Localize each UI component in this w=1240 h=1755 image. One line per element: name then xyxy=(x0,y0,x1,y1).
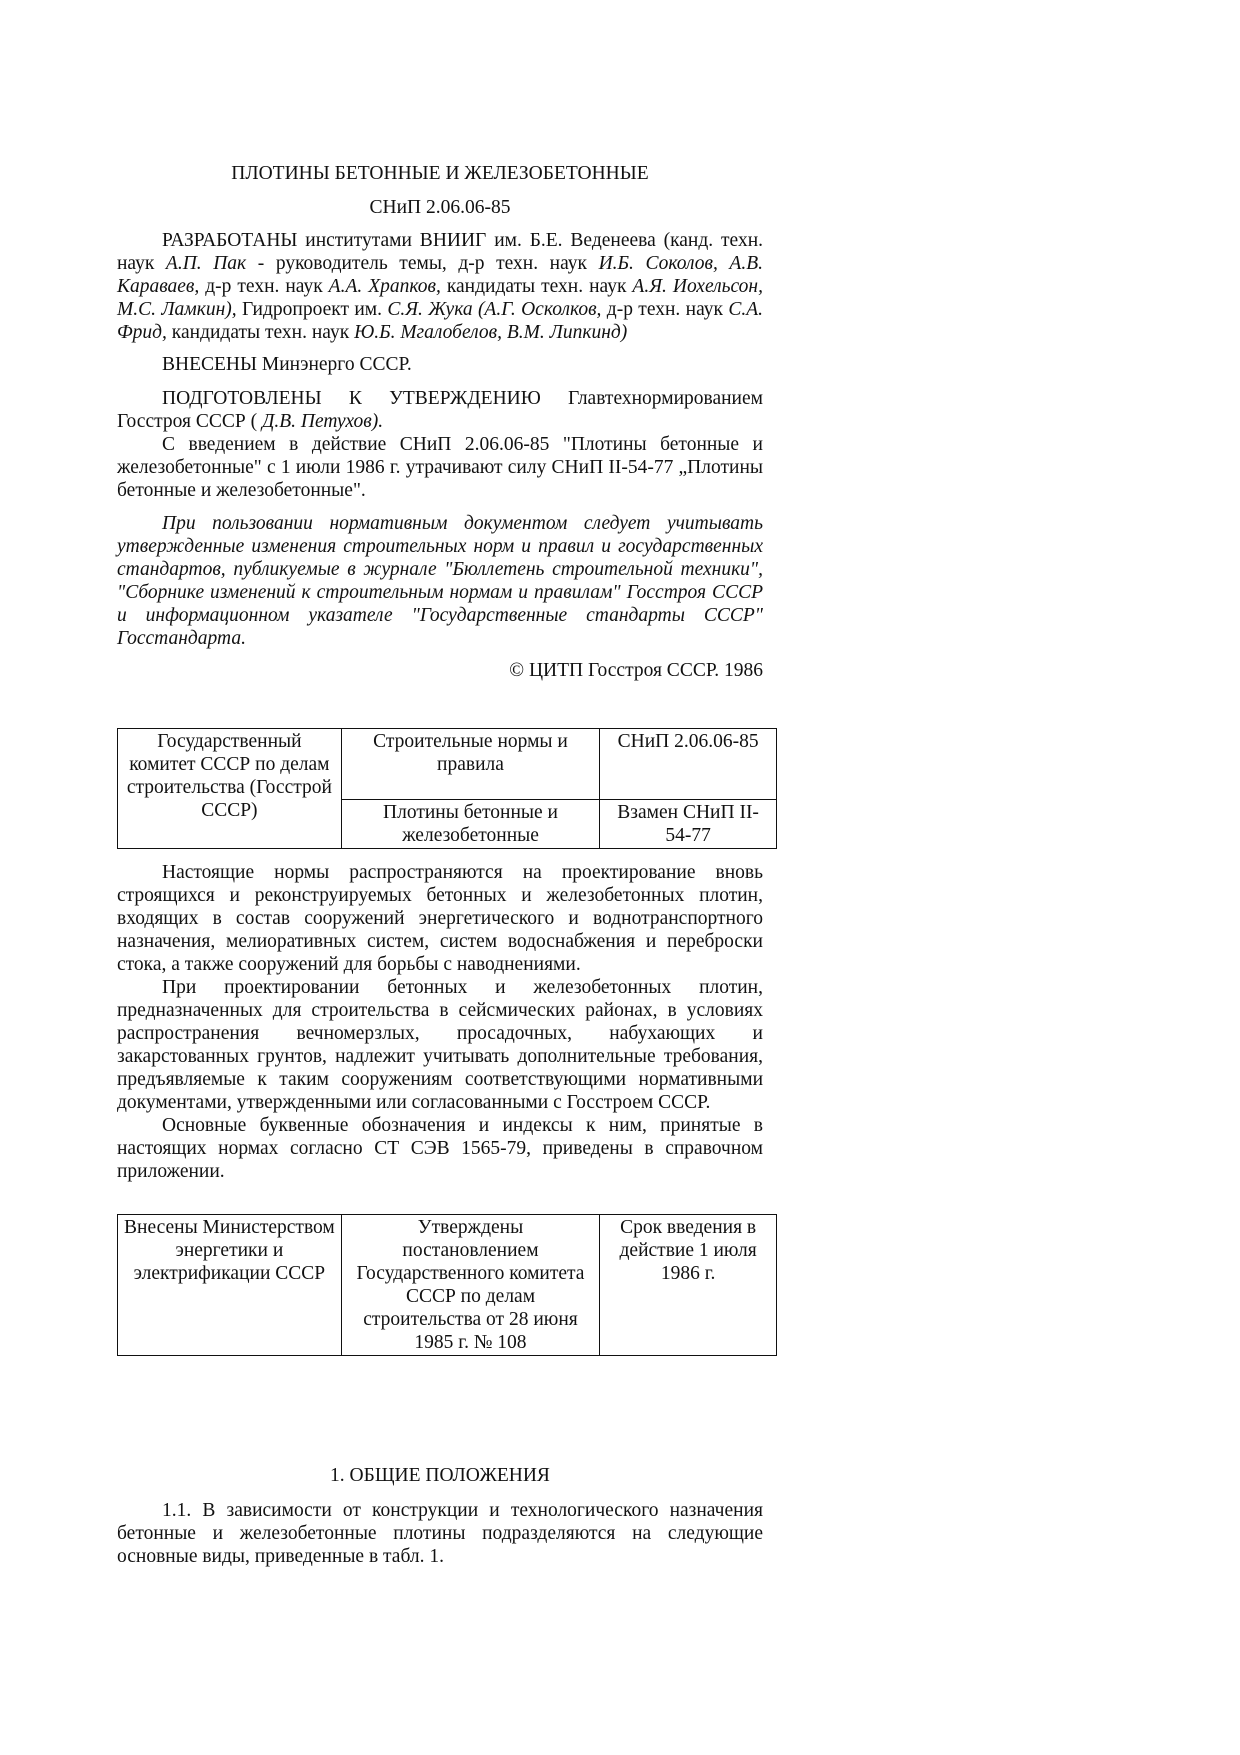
committee-cell: Государственный комитет СССР по делам строительства (Госстрой СССР) xyxy=(118,729,342,849)
developer-names: А.П. Пак xyxy=(165,253,247,274)
usage-note: При пользовании нормативным документом следует учитывать утвержденные изменения строительных норм и правил и государственных стандартов, публикуемые в журнале "Бюллетень строительной техники", "Сборнике изменений к строительным нормам и правилам" Госстроя СССР и информационном указателе "Государственные стандарты СССР" Госстандарта. xyxy=(117,513,763,649)
approval-table xyxy=(117,1214,777,1356)
scope-paragraph-2: При проектировании бетонных и железобетонных плотин, предназначенных для строительства в сейсмических районах, в условиях распространения вечномерзлых, просадочных, набухающих и закарстованных грунтов, надлежит учитывать дополнительные требования, предъявляемые к таким сооружениям соответствующими нормативными документами, утвержденными или согласованными с Госстроем СССР. xyxy=(117,977,763,1113)
developer-names: С.Я. Жука (А.Г. Осколков, xyxy=(387,299,602,320)
prepared-paragraph xyxy=(117,387,763,433)
document-code: СНиП 2.06.06-85 xyxy=(369,197,511,218)
developer-names: А.Я. Иохельсон, М.С. Ламкин), xyxy=(117,276,763,320)
header-table xyxy=(117,728,777,849)
developers-text: РАЗРАБОТАНЫ институтами ВНИИГ им. Б.Е. Веденеева (канд. техн. наук xyxy=(117,230,763,274)
section-1-paragraph-1: 1.1. В зависимости от конструкции и технологического назначения бетонные и железобетонные плотины подразделяются на следующие основные виды, приведенные в табл. 1. xyxy=(117,1500,763,1567)
doc-type-cell: Строительные нормы и правила xyxy=(341,729,599,800)
doc-code-cell: СНиП 2.06.06-85 xyxy=(600,729,777,800)
doc-name-cell: Плотины бетонные и железобетонные xyxy=(341,800,599,849)
section-1-title: 1. ОБЩИЕ ПОЛОЖЕНИЯ xyxy=(330,1465,550,1486)
developers-text: д-р техн. наук xyxy=(601,299,729,320)
developers-text: Гидропроект им. xyxy=(236,299,388,320)
scope-paragraph-1: Настоящие нормы распространяются на проектирование вновь строящихся и реконструируемых бетонных и железобетонных плотин, входящих в состав сооружений энергетического и воднотранспортного назначения, мелиоративных систем, систем водоснабжения и переброски стока, а также сооружений для борьбы с наводнениями. xyxy=(117,862,763,975)
developers-text: кандидаты техн. наук xyxy=(440,276,633,297)
copyright: © ЦИТП Госстроя СССР. 1986 xyxy=(509,660,763,681)
developers-text: кандидаты техн. наук xyxy=(166,322,355,343)
replacement-paragraph: С введением в действие СНиП 2.06.06-85 "Плотины бетонные и железобетонные" с 1 июли 1986 г. утрачивают силу СНиП II-54-77 „Плотины бетонные и железобетонные". xyxy=(117,434,763,501)
introduced-paragraph: ВНЕСЕНЫ Минэнерго СССР. xyxy=(162,354,412,375)
developer-names: Ю.Б. Мгалобелов, В.М. Липкинд) xyxy=(354,322,628,343)
document-title: ПЛОТИНЫ БЕТОННЫЕ И ЖЕЛЕЗОБЕТОННЫЕ xyxy=(231,163,649,184)
prepared-text: ПОДГОТОВЛЕНЫ К УТВЕРЖДЕНИЮ Главтехнормированием Госстроя СССР ( xyxy=(117,388,763,432)
document-header xyxy=(117,162,763,682)
developers-paragraph xyxy=(117,229,763,344)
developer-names: И.Б. Соколов, А.В. Караваев, xyxy=(117,253,763,297)
scope-paragraph-3: Основные буквенные обозначения и индексы к ним, принятые в настоящих нормах согласно СТ СЭВ 1565-79, приведены в справочном приложении. xyxy=(117,1115,763,1182)
effective-date-cell: Срок введения в действие 1 июля 1986 г. xyxy=(600,1215,777,1356)
scope-section xyxy=(117,861,763,1183)
section-1 xyxy=(117,1464,763,1568)
developers-text: д-р техн. наук xyxy=(199,276,329,297)
developers-text: - руководитель темы, д-р техн. наук xyxy=(246,253,599,274)
prepared-name: Д.В. Петухов). xyxy=(261,411,384,432)
developer-names: С.А. Фрид, xyxy=(117,299,763,343)
approved-cell: Утверждены постановлением Государственного комитета СССР по делам строительства от 28 июня 1985 г. № 108 xyxy=(341,1215,599,1356)
replaces-cell: Взамен СНиП II-54-77 xyxy=(600,800,777,849)
introduced-by-cell: Внесены Министерством энергетики и электрификации СССР xyxy=(118,1215,342,1356)
developer-names: А.А. Храпков, xyxy=(328,276,441,297)
